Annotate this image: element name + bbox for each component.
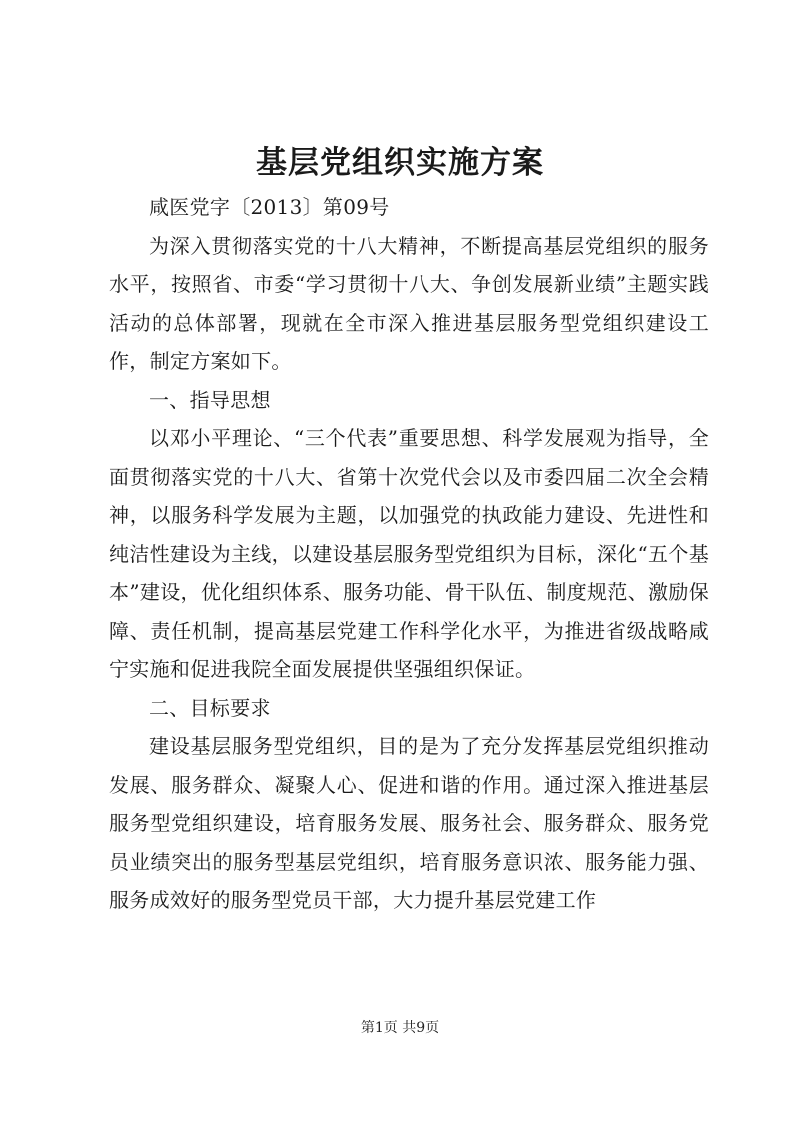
document-body (109, 188, 709, 920)
page-footer: 第1页 共9页 (360, 1020, 440, 1036)
goals-paragraph: 建设基层服务型党组织，目的是为了充分发挥基层党组织推动发展、服务群众、凝聚人心、促进和谐的作用。通过深入推进基层服务型党组织建设，培育服务发展、服务社会、服务群众、服务党员业绩突出的服务型基层党组织，培育服务意识浓、服务能力强、服务成效好的服务型党员干部，大力提升基层党建工作 (109, 734, 709, 912)
document-title: 基层党组织实施方案 (256, 145, 544, 181)
section-heading-goals: 二、目标要求 (149, 695, 271, 720)
document-number: 咸医党字〔2013〕第09号 (149, 195, 390, 219)
section-heading-guiding-ideology: 一、指导思想 (149, 387, 271, 412)
intro-paragraph: 为深入贯彻落实党的十八大精神，不断提高基层党组织的服务水平，按照省、市委“学习贯彻十八大、争创发展新业绩”主题实践活动的总体部署，现就在全市深入推进基层服务型党组织建设工作，制定方案如下。 (109, 233, 709, 373)
guiding-ideology-paragraph: 以邓小平理论、“三个代表”重要思想、科学发展观为指导，全面贯彻落实党的十八大、省第十次党代会以及市委四届二次全会精神，以服务科学发展为主题，以加强党的执政能力建设、先进性和纯洁性建设为主线，以建设基层服务型党组织为目标，深化“五个基本”建设，优化组织体系、服务功能、骨干队伍、制度规范、激励保障、责任机制，提高基层党建工作科学化水平，为推进省级战略咸宁实施和促进我院全面发展提供坚强组织保证。 (109, 426, 709, 681)
